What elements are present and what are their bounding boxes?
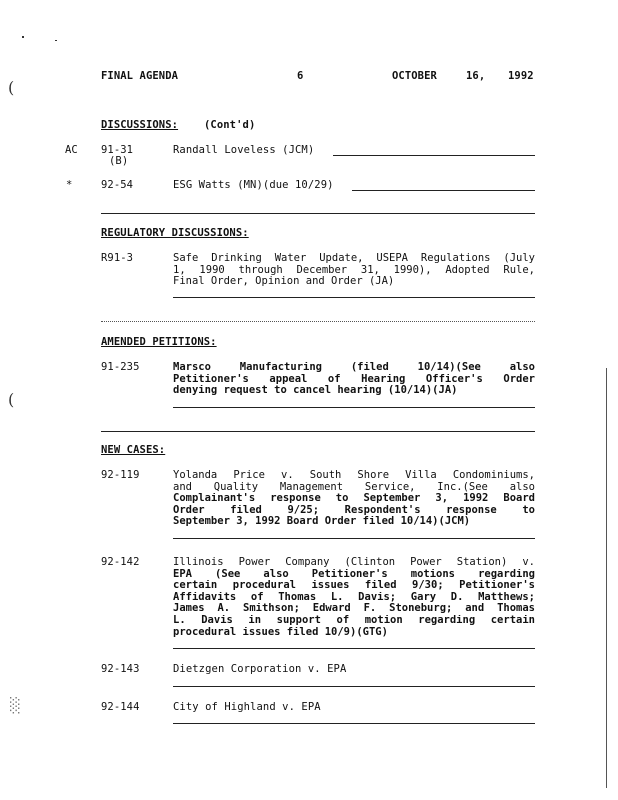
section-divider: [101, 431, 535, 432]
docket-number: 92-119: [101, 469, 140, 481]
signature-line: [173, 538, 535, 539]
docket-number: R91-3: [101, 252, 134, 264]
amended-heading: AMENDED PETITIONS:: [101, 336, 217, 348]
docket-number: 91-235: [101, 361, 140, 373]
section-divider: [101, 321, 535, 322]
signature-line: [173, 648, 535, 649]
scan-smudge-mark: ░: [10, 698, 21, 714]
discussions-heading: DISCUSSIONS:: [101, 119, 179, 131]
case-title: Randall Loveless (JCM): [173, 144, 315, 156]
new-cases-heading: NEW CASES:: [101, 444, 166, 456]
regulatory-heading: REGULATORY DISCUSSIONS:: [101, 227, 249, 239]
case-description: Illinois Power Company (Clinton Power Station) v. EPA (See also Petitioner's motions regarding certain procedural issues filed 9/30; Petitioner's Affidavits of Thomas L. Davis; Gary D. Matthews; James A. Smithson; Edward F. Stoneburg; and Thomas L. Davis in support of motion regarding certain procedural issues filed 10/9)(GTG): [173, 557, 535, 638]
case-title: City of Highland v. EPA: [173, 701, 321, 713]
signature-line: [352, 190, 535, 191]
docket-number: 92-54: [101, 179, 134, 191]
agenda-title: FINAL AGENDA: [101, 70, 179, 82]
case-description: Marsco Manufacturing (filed 10/14)(See also Petitioner's appeal of Hearing Officer's Order denying request to cancel hearing (10/14)(JA): [173, 362, 535, 397]
page-number: 6: [297, 70, 304, 82]
signature-line: [333, 155, 535, 156]
docket-number: 92-144: [101, 701, 140, 713]
date-month: OCTOBER: [392, 70, 437, 82]
docket-subnumber: (B): [109, 155, 129, 167]
discussions-contd: (Cont'd): [204, 119, 256, 131]
item-mark: *: [66, 179, 73, 191]
margin-bracket-mark: (: [8, 78, 15, 97]
item-mark: AC: [65, 144, 78, 156]
scan-speck: [55, 40, 57, 41]
case-title: Dietzgen Corporation v. EPA: [173, 663, 347, 675]
margin-bracket-mark: (: [8, 390, 15, 409]
case-description: Yolanda Price v. South Shore Villa Condominiums, and Quality Management Service, Inc.(See also Complainant's response to September 3, 1992 Board Order filed 9/25; Respondent's response to September 3, 1992 Board Order filed 10/14)(JCM): [173, 470, 535, 528]
case-title: ESG Watts (MN)(due 10/29): [173, 179, 334, 191]
scan-speck: [22, 36, 24, 38]
scan-edge-line: [606, 368, 607, 788]
docket-number: 92-143: [101, 663, 140, 675]
docket-number: 91-31: [101, 144, 134, 156]
signature-line: [173, 686, 535, 687]
signature-line: [173, 297, 535, 298]
signature-line: [173, 723, 535, 724]
signature-line: [173, 407, 535, 408]
section-divider: [101, 213, 535, 214]
case-description: Safe Drinking Water Update, USEPA Regulations (July 1, 1990 through December 31, 1990), Adopted Rule, Final Order, Opinion and Order (JA): [173, 253, 535, 288]
date-year: 1992: [508, 70, 534, 82]
date-day: 16,: [466, 70, 486, 82]
docket-number: 92-142: [101, 556, 140, 568]
